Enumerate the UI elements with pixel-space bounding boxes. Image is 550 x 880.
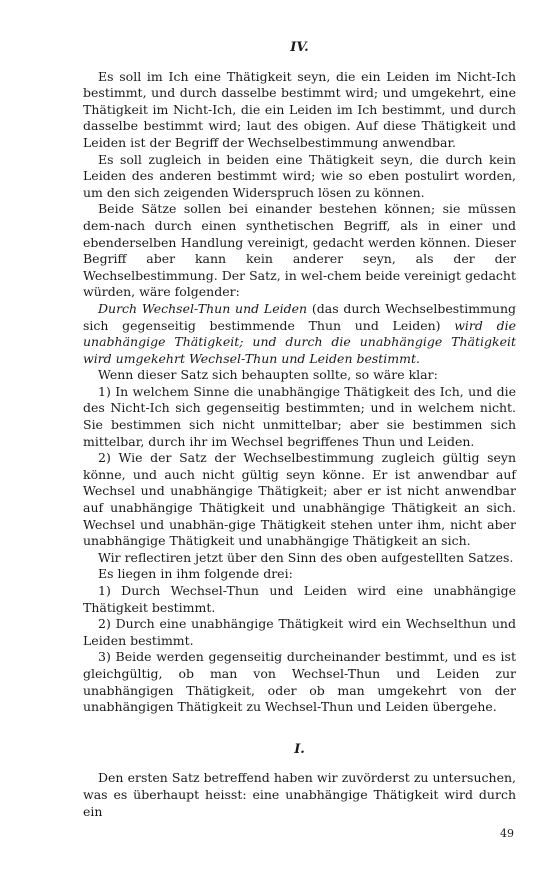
thesis-part-3: wird die unabhängige Thätigkeit; und durch die unabhängige Thätigkeit wird umgekehrt Wechsel-Thun und Leiden bestimmt.	[83, 317, 516, 366]
paragraph-9: 1) Durch Wechsel-Thun und Leiden wird eine unabhängige Thätigkeit bestimmt.	[83, 583, 516, 615]
thesis-part-1: Durch Wechsel-Thun und Leiden	[98, 300, 308, 316]
paragraph-4: Wenn dieser Satz sich behaupten sollte, so wäre klar:	[98, 367, 438, 383]
thesis-part-2: (das durch Wechselbestimmung sich gegenseitig bestimmende Thun und Leiden)	[83, 300, 516, 333]
paragraph-7: Wir reflectiren jetzt über den Sinn des oben aufgestellten Satzes.	[98, 549, 514, 565]
paragraph-11: 3) Beide werden gegenseitig durcheinander bestimmt, und es ist gleichgültig, ob man von Wechsel-Thun und Leiden zur unabhängigen Thätigkeit, oder ob man umgekehrt von der unabhängigen Thätigkeit zu Wechsel-Thun und Leiden übergehe.	[83, 649, 516, 715]
paragraph-2: Es soll zugleich in beiden eine Thätigkeit seyn, die durch kein Leiden des anderen bestimmt wird; wie so eben postulirt worden, um den sich zeigenden Widerspruch lösen zu können.	[83, 151, 516, 200]
page-number: 49	[500, 827, 514, 840]
page-body	[83, 30, 516, 820]
paragraph-final: Den ersten Satz betreffend haben wir zuvörderst zu untersuchen, was es überhaupt heisst: eine unabhängige Thätigkeit wird durch ein	[83, 770, 516, 819]
paragraph-5: 1) In welchem Sinne die unabhängige Thätigkeit des Ich, und die des Nicht-Ich sich gegenseitig bestimmten; und in welchem nicht. Sie bestimmen sich nicht unmittelbar; aber sie bestimmen sich mittelbar, durch ihr im Wechsel begriffenes Thun und Leiden.	[83, 383, 516, 449]
paragraph-3: Beide Sätze sollen bei einander bestehen können; sie müssen dem-nach durch einen synthetischen Begriff, als in einer und ebenderselben Handlung vereinigt, gedacht werden können. Dieser Begriff aber kann kein anderer seyn, als der der Wechselbestimmung. Der Satz, in wel-chem beide vereinigt gedacht würden, wäre folgender:	[83, 201, 516, 300]
section-heading-iv: IV.	[290, 40, 309, 55]
paragraph-6: 2) Wie der Satz der Wechselbestimmung zugleich gültig seyn könne, und auch nicht gültig seyn könne. Er ist anwendbar auf Wechsel und unabhängige Thätigkeit; aber er ist nicht anwendbar auf unabhängige Thätigkeit und unabhängige Thätigkeit an sich. Wechsel und unabhän-gige Thätigkeit stehen unter ihm, nicht aber unabhängige Thätigkeit und unabhängige Thätigkeit an sich.	[83, 450, 516, 549]
section-heading-i: I.	[294, 741, 305, 757]
paragraph-10: 2) Durch eine unabhängige Thätigkeit wird ein Wechselthun und Leiden bestimmt.	[83, 616, 516, 648]
paragraph-italic-thesis	[83, 301, 516, 367]
paragraph-1: Es soll im Ich eine Thätigkeit seyn, die ein Leiden im Nicht-Ich bestimmt, und durch dasselbe bestimmt wird; und umgekehrt, eine Thätigkeit im Nicht-Ich, die ein Leiden im Ich bestimmt, und durch dasselbe bestimmt wird; laut des obigen. Auf diese Thätigkeit und Leiden ist der Begriff der Wechselbestimmung anwendbar.	[83, 68, 516, 150]
paragraph-8: Es liegen in ihm folgende drei:	[98, 566, 293, 582]
